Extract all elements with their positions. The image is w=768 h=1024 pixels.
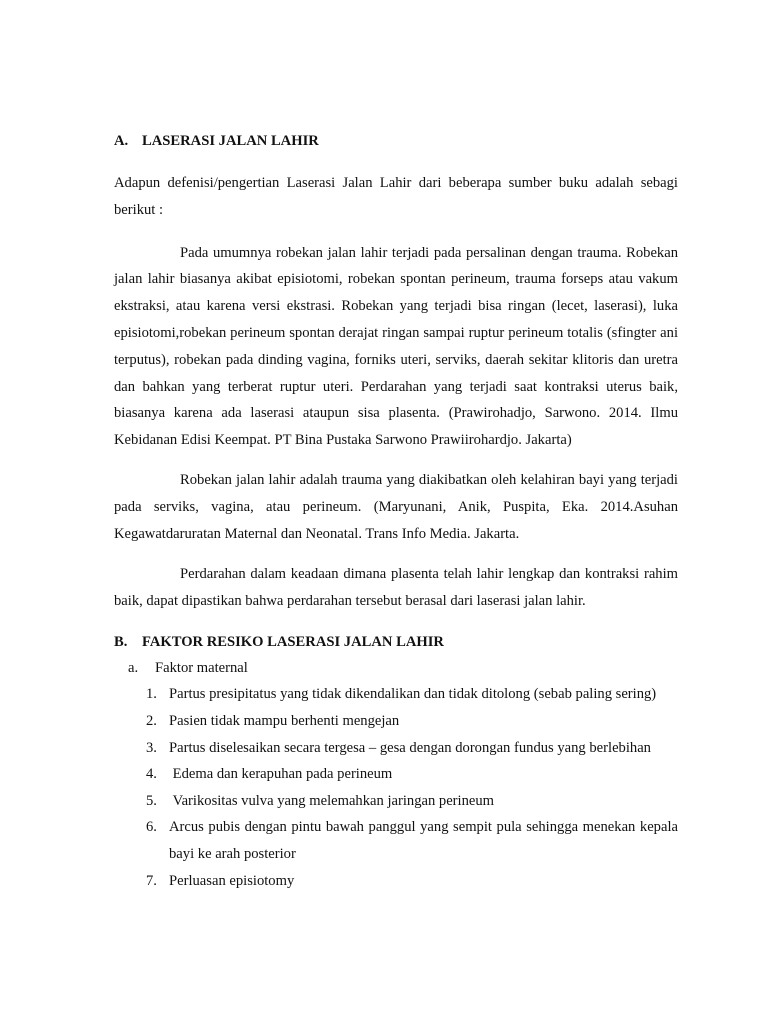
subsection-a-heading (114, 655, 678, 682)
list-item (114, 761, 678, 788)
list-item (114, 814, 678, 867)
list-item (114, 788, 678, 815)
paragraph-3: Perdarahan dalam keadaan dimana plasenta telah lahir lengkap dan kontraksi rahim baik, dapat dipastikan bahwa perdarahan tersebut berasal dari laserasi jalan lahir. (114, 566, 678, 610)
list-item-text: Edema dan kerapuhan pada perineum (169, 766, 393, 783)
list-item-number: 3. (146, 739, 157, 756)
section-b-title: FAKTOR RESIKO LASERASI JALAN LAHIR (142, 633, 444, 650)
list-item (114, 681, 678, 708)
list-item-text: Arcus pubis dengan pintu bawah panggul yang sempit pula sehingga menekan kepala bayi ke arah posterior (169, 819, 678, 863)
list-item-number: 6. (146, 819, 157, 836)
list-item-text: Varikositas vulva yang melemahkan jaringan perineum (169, 792, 495, 809)
paragraph-2: Robekan jalan lahir adalah trauma yang diakibatkan oleh kelahiran bayi yang terjadi pada serviks, vagina, atau perineum. (Maryunani, Anik, Puspita, Eka. 2014.Asuhan Kegawatdaruratan Maternal dan Neonatal. Trans Info Media. Jakarta. (114, 471, 678, 542)
list-item (114, 868, 678, 895)
document-page (114, 128, 678, 894)
list-item-number: 7. (146, 872, 157, 889)
section-a-intro: Adapun defenisi/pengertian Laserasi Jalan Lahir dari beberapa sumber buku adalah sebagi berikut : (114, 175, 678, 218)
section-a-title: LASERASI JALAN LAHIR (142, 133, 319, 149)
list-item-number: 5. (146, 792, 157, 809)
section-a-letter: A. (114, 133, 129, 149)
section-a-heading (114, 128, 678, 154)
list-item (114, 708, 678, 735)
list-item-text: Partus diselesaikan secara tergesa – gesa dengan dorongan fundus yang berlebihan (169, 739, 651, 756)
subsection-a-title: Faktor maternal (155, 659, 248, 676)
section-b-heading (114, 629, 678, 655)
list-item-number: 1. (146, 686, 157, 703)
list-item (114, 735, 678, 762)
paragraph-1: Pada umumnya robekan jalan lahir terjadi pada persalinan dengan trauma. Robekan jalan lahir biasanya akibat episiotomi, robekan spontan perineum, trauma forseps atau vakum ekstraksi, atau karena versi ekstrasi. Robekan yang terjadi bisa ringan (lecet, laserasi), luka episiotomi,robekan perineum spontan derajat ringan sampai ruptur perineum totalis (sfingter ani terputus), robekan pada dinding vagina, forniks uteri, serviks, daerah sekitar klitoris dan uretra dan bahkan yang terberat ruptur uteri. Perdarahan yang terjadi saat kontraksi uterus baik, biasanya karena ada laserasi ataupun sisa plasenta. (Prawirohadjo, Sarwono. 2014. Ilmu Kebidanan Edisi Keempat. PT Bina Pustaka Sarwono Prawiirohardjo. Jakarta) (114, 244, 678, 449)
risk-factor-list (114, 681, 678, 894)
list-item-text: Pasien tidak mampu berhenti mengejan (169, 713, 400, 730)
list-item-number: 2. (146, 713, 157, 730)
list-item-text: Perluasan episiotomy (169, 872, 295, 889)
list-item-text: Partus presipitatus yang tidak dikendalikan dan tidak ditolong (sebab paling sering) (169, 686, 657, 703)
section-b-letter: B. (114, 633, 128, 650)
list-item-number: 4. (146, 766, 157, 783)
subsection-a-letter: a. (128, 659, 139, 676)
